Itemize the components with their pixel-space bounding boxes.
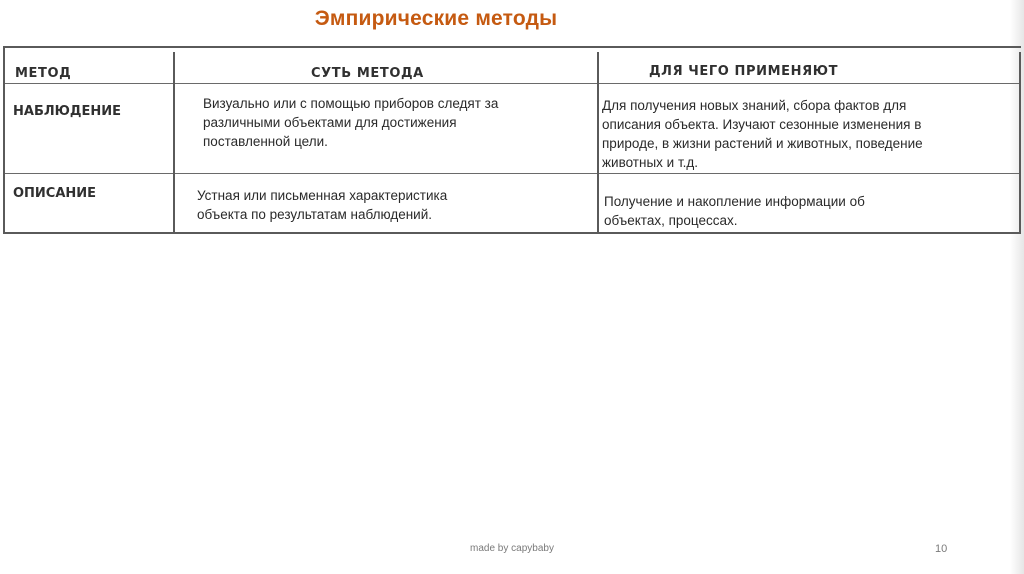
row-2-essence-line: Устная или письменная характеристика [197, 188, 448, 203]
row-1-purpose-line: природе, в жизни растений и животных, поведение [602, 136, 923, 151]
row-1-purpose-line: Для получения новых знаний, сбора фактов для [602, 98, 907, 113]
footer-credit: made by capybaby [470, 543, 554, 554]
row-1-method: НАБЛЮДЕНИЕ [13, 104, 122, 119]
row-2-essence [197, 186, 447, 224]
row-1-essence-line: различными объектами для достижения [203, 115, 457, 130]
table-bottom-border [3, 232, 1021, 234]
row-2-essence-line: объекта по результатам наблюдений. [197, 207, 433, 222]
row-1-purpose [602, 96, 923, 172]
column-divider-1 [173, 52, 175, 234]
row-1-essence [203, 94, 498, 151]
page-number: 10 [935, 543, 948, 555]
row-2-purpose-line: объектах, процессах. [604, 213, 738, 228]
row-divider [3, 173, 1021, 174]
row-2-purpose [604, 192, 865, 230]
row-1-essence-line: Визуально или с помощью приборов следят за [203, 96, 499, 111]
row-2-method: ОПИСАНИЕ [13, 186, 97, 201]
row-1-purpose-line: описания объекта. Изучают сезонные изменения в [602, 117, 922, 132]
row-1-purpose-line: животных и т.д. [602, 155, 699, 170]
methods-table [3, 46, 1021, 234]
row-2-purpose-line: Получение и накопление информации об [604, 194, 865, 209]
header-divider [3, 83, 1021, 84]
table-top-border [3, 46, 1021, 48]
header-method: МЕТОД [15, 66, 72, 81]
header-purpose: ДЛЯ ЧЕГО ПРИМЕНЯЮТ [649, 64, 839, 79]
table-right-border [1019, 52, 1021, 234]
header-essence: СУТЬ МЕТОДА [311, 66, 424, 81]
column-divider-2 [597, 52, 599, 234]
row-1-essence-line: поставленной цели. [203, 134, 328, 149]
table-left-border [3, 46, 5, 234]
slide-title: Эмпирические методы [314, 7, 558, 30]
